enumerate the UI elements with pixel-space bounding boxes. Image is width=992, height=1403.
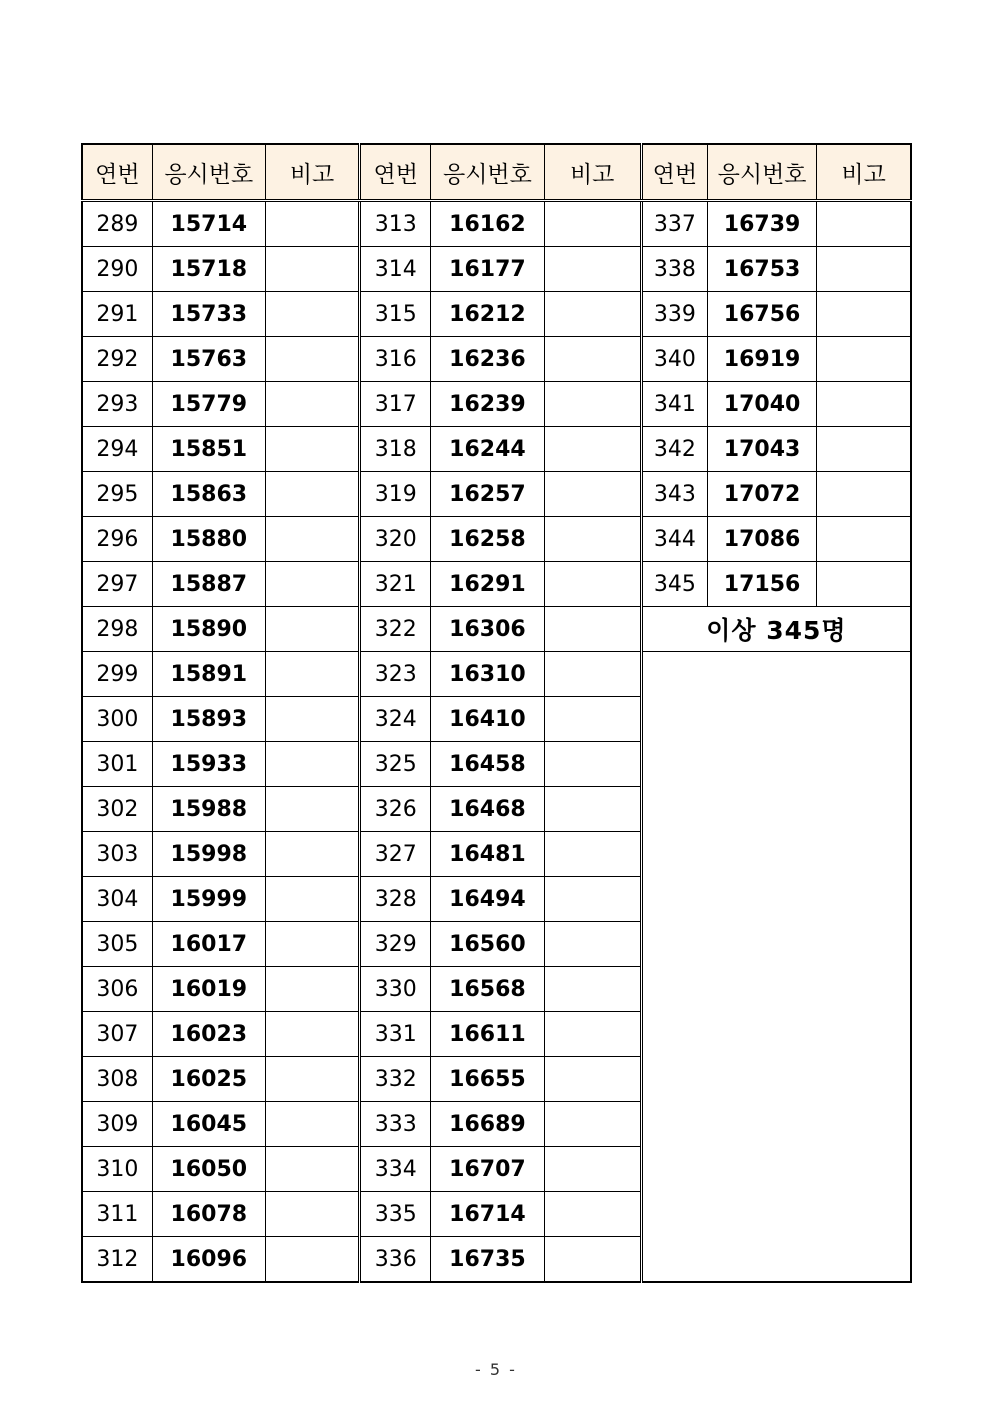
seq-cell: 334 [360, 1147, 431, 1192]
seq-cell: 312 [82, 1237, 152, 1283]
seq-cell: 297 [82, 562, 152, 607]
seq-cell: 316 [360, 337, 431, 382]
exam-number-cell: 15933 [152, 742, 265, 787]
seq-cell: 321 [360, 562, 431, 607]
note-cell [544, 337, 641, 382]
exam-number-cell: 17072 [707, 472, 816, 517]
seq-cell: 298 [82, 607, 152, 652]
seq-cell: 304 [82, 877, 152, 922]
exam-number-cell: 16291 [431, 562, 544, 607]
seq-cell: 309 [82, 1102, 152, 1147]
table-row [82, 292, 911, 337]
note-cell [817, 337, 911, 382]
seq-cell: 338 [641, 247, 707, 292]
note-cell [817, 472, 911, 517]
exam-number-cell: 16019 [152, 967, 265, 1012]
exam-number-cell: 15999 [152, 877, 265, 922]
seq-cell: 327 [360, 832, 431, 877]
seq-cell: 324 [360, 697, 431, 742]
exam-number-cell: 16655 [431, 1057, 544, 1102]
table-row [82, 562, 911, 607]
seq-cell: 293 [82, 382, 152, 427]
seq-cell: 317 [360, 382, 431, 427]
exam-number-cell: 16707 [431, 1147, 544, 1192]
note-cell [544, 472, 641, 517]
note-cell [544, 1237, 641, 1283]
seq-cell: 295 [82, 472, 152, 517]
exam-number-cell: 16410 [431, 697, 544, 742]
header-note: 비고 [265, 144, 359, 201]
seq-cell: 332 [360, 1057, 431, 1102]
exam-number-cell: 15893 [152, 697, 265, 742]
exam-number-cell: 16611 [431, 1012, 544, 1057]
exam-number-cell: 16023 [152, 1012, 265, 1057]
seq-cell: 333 [360, 1102, 431, 1147]
table-row [82, 382, 911, 427]
seq-cell: 311 [82, 1192, 152, 1237]
note-cell [817, 562, 911, 607]
note-cell [265, 292, 359, 337]
note-cell [817, 292, 911, 337]
exam-number-cell: 16239 [431, 382, 544, 427]
note-cell [265, 967, 359, 1012]
exam-number-cell: 15733 [152, 292, 265, 337]
note-cell [544, 877, 641, 922]
header-note: 비고 [817, 144, 911, 201]
seq-cell: 301 [82, 742, 152, 787]
header-exam-no: 응시번호 [152, 144, 265, 201]
table-row [82, 337, 911, 382]
note-cell [265, 607, 359, 652]
seq-cell: 289 [82, 201, 152, 247]
note-cell [265, 382, 359, 427]
seq-cell: 307 [82, 1012, 152, 1057]
note-cell [544, 517, 641, 562]
note-cell [265, 247, 359, 292]
exam-number-cell: 15863 [152, 472, 265, 517]
note-cell [265, 337, 359, 382]
note-cell [544, 652, 641, 697]
seq-cell: 345 [641, 562, 707, 607]
table-row [82, 201, 911, 247]
table-row [82, 247, 911, 292]
note-cell [265, 1102, 359, 1147]
table-row [82, 607, 911, 652]
header-exam-no: 응시번호 [431, 144, 544, 201]
exam-number-cell: 16568 [431, 967, 544, 1012]
exam-number-cell: 16689 [431, 1102, 544, 1147]
note-cell [544, 247, 641, 292]
header-seq: 연번 [360, 144, 431, 201]
exam-number-cell: 16714 [431, 1192, 544, 1237]
seq-cell: 335 [360, 1192, 431, 1237]
exam-number-cell: 15718 [152, 247, 265, 292]
note-cell [544, 607, 641, 652]
seq-cell: 302 [82, 787, 152, 832]
exam-number-cell: 16045 [152, 1102, 265, 1147]
seq-cell: 291 [82, 292, 152, 337]
seq-cell: 290 [82, 247, 152, 292]
seq-cell: 337 [641, 201, 707, 247]
exam-number-cell: 15890 [152, 607, 265, 652]
seq-cell: 340 [641, 337, 707, 382]
note-cell [265, 697, 359, 742]
exam-number-cell: 15988 [152, 787, 265, 832]
exam-number-cell: 15891 [152, 652, 265, 697]
table-row [82, 652, 911, 697]
seq-cell: 314 [360, 247, 431, 292]
note-cell [265, 201, 359, 247]
note-cell [265, 562, 359, 607]
note-cell [265, 1237, 359, 1283]
seq-cell: 299 [82, 652, 152, 697]
seq-cell: 323 [360, 652, 431, 697]
exam-number-cell: 16458 [431, 742, 544, 787]
exam-number-cell: 17040 [707, 382, 816, 427]
summary-total: 이상 345명 [641, 607, 911, 652]
note-cell [544, 1102, 641, 1147]
note-cell [544, 742, 641, 787]
note-cell [265, 787, 359, 832]
note-cell [265, 1147, 359, 1192]
exam-number-cell: 16025 [152, 1057, 265, 1102]
note-cell [544, 1192, 641, 1237]
exam-number-cell: 16236 [431, 337, 544, 382]
seq-cell: 300 [82, 697, 152, 742]
seq-cell: 336 [360, 1237, 431, 1283]
note-cell [265, 1012, 359, 1057]
seq-cell: 343 [641, 472, 707, 517]
exam-number-cell: 15763 [152, 337, 265, 382]
seq-cell: 328 [360, 877, 431, 922]
note-cell [817, 427, 911, 472]
seq-cell: 319 [360, 472, 431, 517]
empty-area [641, 652, 911, 1283]
note-cell [265, 517, 359, 562]
note-cell [544, 1012, 641, 1057]
note-cell [265, 922, 359, 967]
exam-number-cell: 16258 [431, 517, 544, 562]
exam-number-cell: 16078 [152, 1192, 265, 1237]
note-cell [265, 832, 359, 877]
seq-cell: 330 [360, 967, 431, 1012]
seq-cell: 342 [641, 427, 707, 472]
exam-number-cell: 15714 [152, 201, 265, 247]
seq-cell: 344 [641, 517, 707, 562]
seq-cell: 320 [360, 517, 431, 562]
exam-number-cell: 16494 [431, 877, 544, 922]
note-cell [544, 922, 641, 967]
exam-number-cell: 16162 [431, 201, 544, 247]
table-row [82, 427, 911, 472]
exam-number-cell: 16244 [431, 427, 544, 472]
exam-number-cell: 17086 [707, 517, 816, 562]
seq-cell: 326 [360, 787, 431, 832]
note-cell [544, 832, 641, 877]
exam-number-cell: 16310 [431, 652, 544, 697]
note-cell [544, 201, 641, 247]
seq-cell: 322 [360, 607, 431, 652]
exam-number-cell: 15779 [152, 382, 265, 427]
note-cell [544, 697, 641, 742]
exam-number-cell: 15851 [152, 427, 265, 472]
header-row [82, 144, 911, 201]
exam-number-cell: 16468 [431, 787, 544, 832]
note-cell [265, 652, 359, 697]
note-cell [265, 1057, 359, 1102]
exam-number-cell: 16257 [431, 472, 544, 517]
exam-number-cell: 15880 [152, 517, 265, 562]
note-cell [544, 382, 641, 427]
exam-number-cell: 16753 [707, 247, 816, 292]
seq-cell: 325 [360, 742, 431, 787]
exam-number-cell: 16481 [431, 832, 544, 877]
note-cell [265, 472, 359, 517]
note-cell [544, 787, 641, 832]
seq-cell: 292 [82, 337, 152, 382]
seq-cell: 341 [641, 382, 707, 427]
note-cell [265, 877, 359, 922]
exam-number-cell: 16735 [431, 1237, 544, 1283]
header-seq: 연번 [82, 144, 152, 201]
note-cell [817, 517, 911, 562]
table-row [82, 472, 911, 517]
seq-cell: 303 [82, 832, 152, 877]
exam-number-cell: 16560 [431, 922, 544, 967]
header-seq: 연번 [641, 144, 707, 201]
note-cell [544, 1147, 641, 1192]
page-number: - 5 - [475, 1360, 517, 1379]
table-row [82, 517, 911, 562]
note-cell [817, 247, 911, 292]
seq-cell: 331 [360, 1012, 431, 1057]
note-cell [544, 427, 641, 472]
seq-cell: 318 [360, 427, 431, 472]
note-cell [817, 382, 911, 427]
note-cell [265, 742, 359, 787]
exam-number-cell: 16177 [431, 247, 544, 292]
exam-number-cell: 17043 [707, 427, 816, 472]
seq-cell: 308 [82, 1057, 152, 1102]
note-cell [544, 292, 641, 337]
exam-number-cell: 16017 [152, 922, 265, 967]
seq-cell: 296 [82, 517, 152, 562]
note-cell [265, 427, 359, 472]
header-note: 비고 [544, 144, 641, 201]
seq-cell: 306 [82, 967, 152, 1012]
seq-cell: 329 [360, 922, 431, 967]
exam-number-cell: 16739 [707, 201, 816, 247]
note-cell [544, 562, 641, 607]
seq-cell: 315 [360, 292, 431, 337]
exam-number-cell: 16919 [707, 337, 816, 382]
exam-number-cell: 17156 [707, 562, 816, 607]
seq-cell: 313 [360, 201, 431, 247]
exam-number-cell: 15998 [152, 832, 265, 877]
exam-number-cell: 16050 [152, 1147, 265, 1192]
exam-number-cell: 16756 [707, 292, 816, 337]
note-cell [544, 967, 641, 1012]
seq-cell: 339 [641, 292, 707, 337]
note-cell [817, 201, 911, 247]
seq-cell: 294 [82, 427, 152, 472]
exam-number-cell: 16306 [431, 607, 544, 652]
seq-cell: 305 [82, 922, 152, 967]
header-exam-no: 응시번호 [707, 144, 816, 201]
applicant-list-table [81, 143, 912, 1283]
exam-number-cell: 16096 [152, 1237, 265, 1283]
seq-cell: 310 [82, 1147, 152, 1192]
note-cell [265, 1192, 359, 1237]
exam-number-cell: 16212 [431, 292, 544, 337]
exam-number-cell: 15887 [152, 562, 265, 607]
note-cell [544, 1057, 641, 1102]
